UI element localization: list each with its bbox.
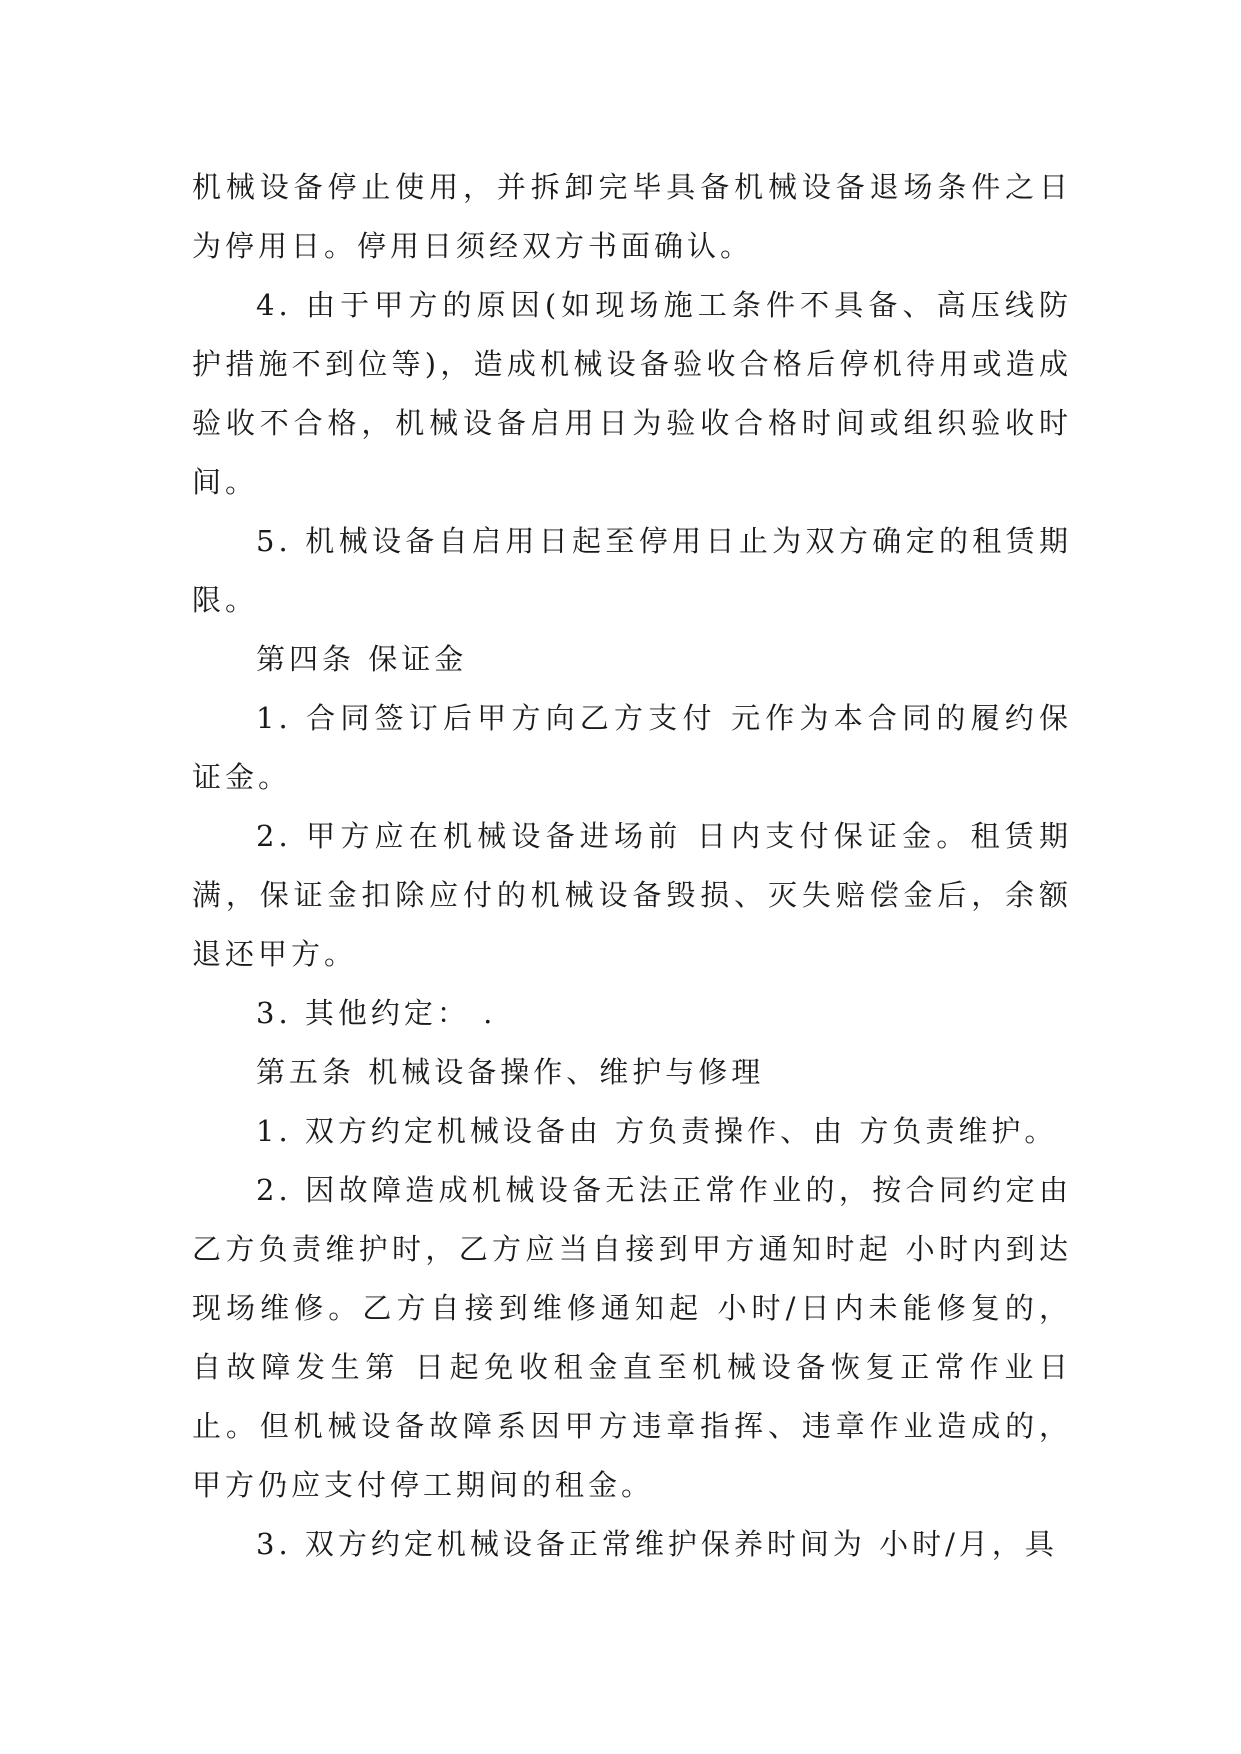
- paragraph-clause-3-4: 4. 由于甲方的原因(如现场施工条件不具备、高压线防护措施不到位等)，造成机械设备验收合格后停机待用或造成验收不合格，机械设备启用日为验收合格时间或组织验收时间。: [192, 288, 1072, 499]
- paragraph-clause-5-2: 2. 因故障造成机械设备无法正常作业的，按合同约定由乙方负责维护时，乙方应当自接到甲方通知时起 小时内到达现场维修。乙方自接到维修通知起 小时/日内未能修复的，自故障发生第 日起免收租金直至机械设备恢复正常作业日止。但机械设备故障系因甲方违章指挥、违章作业造成的，甲方仍应支付停工期间的租金。: [192, 1173, 1072, 1502]
- paragraph-clause-4-2: 2. 甲方应在机械设备进场前 日内支付保证金。租赁期满，保证金扣除应付的机械设备毁损、灭失赔偿金后，余额退还甲方。: [192, 819, 1072, 971]
- paragraph-clause-3-5: 5. 机械设备自启用日起至停用日止为双方确定的租赁期限。: [192, 524, 1072, 617]
- paragraph-clause-5-3: 3. 双方约定机械设备正常维护保养时间为 小时/月，具: [256, 1527, 1058, 1561]
- paragraph-clause-4-1: 1. 合同签订后甲方向乙方支付 元作为本合同的履约保证金。: [192, 701, 1072, 794]
- paragraph-clause-5-1: 1. 双方约定机械设备由 方负责操作、由 方负责维护。: [256, 1114, 1058, 1148]
- section-heading-article-4: 第四条 保证金: [256, 642, 468, 676]
- paragraph-stop-date: 机械设备停止使用，并拆卸完毕具备机械设备退场条件之日为停用日。停用日须经双方书面确认。: [192, 170, 1072, 263]
- paragraph-clause-4-3: 3. 其他约定： .: [256, 996, 497, 1030]
- section-heading-article-5: 第五条 机械设备操作、维护与修理: [256, 1055, 765, 1089]
- document-body: [192, 158, 1072, 1574]
